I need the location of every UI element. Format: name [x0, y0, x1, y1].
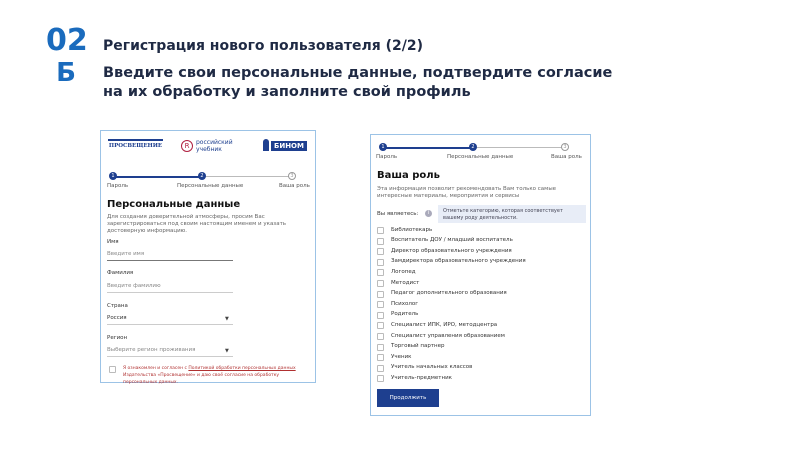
role-label: Директор образовательного учреждения	[391, 247, 512, 254]
role-label: Учитель-предметник	[391, 374, 453, 381]
step-label: Пароль	[107, 183, 129, 189]
role-label: Ученик	[391, 353, 412, 360]
chevron-down-icon: ▼	[225, 316, 229, 322]
first-name-input[interactable]: Введите имя	[107, 251, 145, 257]
step-label: Персональные данные	[447, 154, 514, 160]
slide-subtitle: Введите свои персональные данные, подтвердите согласие на их обработку и заполните свой профиль	[103, 65, 613, 100]
step-1: 1	[379, 143, 387, 151]
field-label: Регион	[107, 335, 128, 341]
slide-title: Регистрация нового пользователя (2/2)	[103, 38, 423, 54]
role-checkbox[interactable]	[377, 238, 384, 245]
tooltip: Отметьте категорию, которая соответствует вашему роду деятельности.	[438, 205, 586, 223]
role-checkbox[interactable]	[377, 365, 384, 372]
slide-number: 02	[46, 23, 88, 58]
heading: Ваша роль	[377, 170, 440, 181]
role-checkbox[interactable]	[377, 269, 384, 276]
consent-checkbox[interactable]	[109, 366, 116, 373]
role-label: Воспитатель ДОУ / младший воспитатель	[391, 237, 513, 244]
binom-logo: БИНОМ	[263, 139, 307, 151]
role-checkbox[interactable]	[377, 227, 384, 234]
continue-button[interactable]: Продолжить	[377, 389, 439, 407]
role-label: Торговый партнер	[391, 343, 445, 350]
country-select[interactable]: Россия	[107, 315, 127, 321]
step-1: 1	[109, 172, 117, 180]
step-3: 3	[288, 172, 296, 180]
personal-data-screenshot	[100, 130, 316, 383]
step-label: Пароль	[376, 154, 398, 160]
role-checkbox[interactable]	[377, 333, 384, 340]
role-label: Логопед	[391, 268, 416, 275]
description: Для создания доверительной атмосферы, просим Вас зарегистрироваться под своим настоящим именем и указать достоверную информацию.	[107, 214, 287, 234]
field-label: Страна	[107, 303, 128, 309]
prosveshchenie-logo: ПРОСВЕЩЕНИЕ	[108, 139, 163, 149]
info-icon[interactable]: i	[425, 210, 432, 217]
role-checkbox[interactable]	[377, 259, 384, 266]
russian-textbook-logo: R российский учебник	[181, 139, 234, 153]
role-label: Библиотекарь	[391, 226, 433, 233]
role-label: Специалист ИПК, ИРО, методцентра	[391, 321, 498, 328]
role-checkbox[interactable]	[377, 344, 384, 351]
heading: Персональные данные	[107, 199, 241, 210]
step-3: 3	[561, 143, 569, 151]
step-2: 2	[198, 172, 206, 180]
role-label: Родитель	[391, 311, 419, 318]
role-checkbox[interactable]	[377, 322, 384, 329]
step-label: Персональные данные	[177, 183, 244, 189]
last-name-input[interactable]: Введите фамилию	[107, 283, 161, 289]
field-label: Фамилия	[107, 270, 134, 276]
step-2: 2	[469, 143, 477, 151]
privacy-policy-link[interactable]: Политикой обработки персональных данных	[188, 366, 296, 371]
role-checkbox[interactable]	[377, 301, 384, 308]
slide-letter: Б	[56, 58, 76, 88]
role-label: Педагог дополнительного образования	[391, 290, 507, 297]
role-label: Замдиректора образовательного учреждения	[391, 258, 526, 265]
description: Эта информация позволит рекомендовать Вам только самые интересные материалы, мероприятия и сервисы	[377, 186, 557, 199]
role-label: Методист	[391, 279, 420, 286]
role-screenshot	[370, 134, 591, 416]
role-label: Учитель начальных классов	[391, 364, 473, 371]
role-checkbox[interactable]	[377, 248, 384, 255]
chevron-down-icon: ▼	[225, 348, 229, 354]
role-checkbox[interactable]	[377, 354, 384, 361]
region-select[interactable]: Выберите регион проживания	[107, 347, 196, 353]
consent-text: Я ознакомлен и согласен с Политикой обработки персональных данных Издательства «Просвещение» и даю своё согласие на обработку персональных данных.	[123, 366, 296, 385]
role-checkbox[interactable]	[377, 312, 384, 319]
field-label: Имя	[107, 239, 119, 245]
role-label: Специалист управления образованием	[391, 332, 505, 339]
step-label: Ваша роль	[279, 183, 310, 189]
role-checkbox[interactable]	[377, 375, 384, 382]
role-checkbox[interactable]	[377, 291, 384, 298]
step-label: Ваша роль	[551, 154, 582, 160]
role-checkbox[interactable]	[377, 280, 384, 287]
role-label: Психолог	[391, 300, 419, 307]
you-are-label: Вы являетесь:	[377, 211, 419, 217]
